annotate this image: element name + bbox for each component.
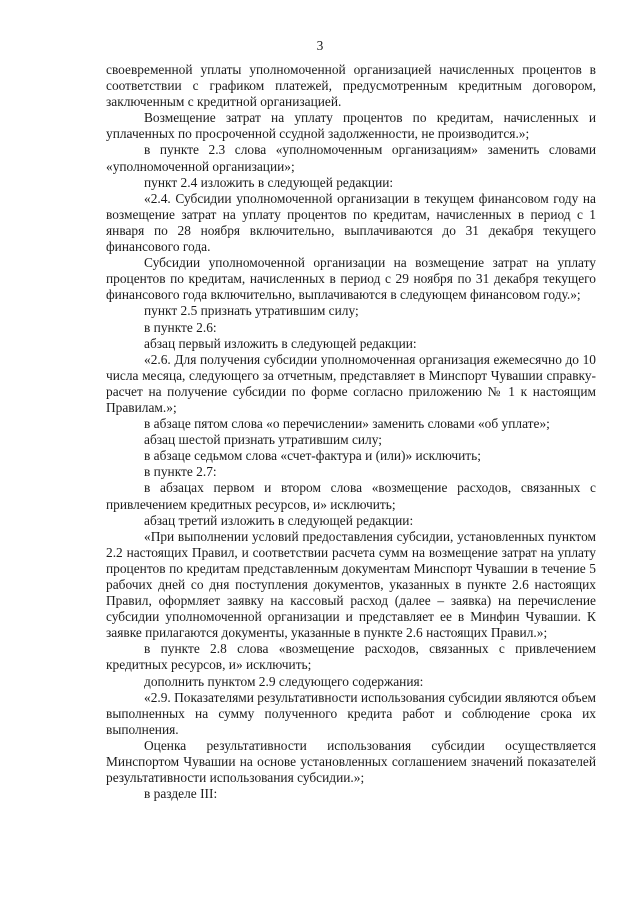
- paragraph: Возмещение затрат на уплату процентов по кредитам, начисленных и уплаченных по просроченной ссудной задолженности, не производится.»;: [106, 110, 596, 142]
- paragraph: своевременной уплаты уполномоченной организацией начисленных процентов в соответствии с графиком платежей, предусмотренным кредитным договором, заключенным с кредитной организацией.: [106, 62, 596, 110]
- paragraph: в абзаце пятом слова «о перечислении» заменить словами «об уплате»;: [144, 416, 550, 432]
- paragraph: в пункте 2.3 слова «уполномоченным организациям» заменить словами «уполномоченной организации»;: [106, 142, 596, 174]
- paragraph: Оценка результативности использования субсидии осуществляется Минспортом Чувашии на основе установленных соглашением значений показателей результативности использования субсидии.»;: [106, 737, 596, 786]
- paragraph: в пункте 2.7:: [144, 464, 217, 480]
- document-body: [106, 62, 596, 802]
- paragraph: абзац третий изложить в следующей редакции:: [144, 512, 414, 528]
- paragraph: в пункте 2.6:: [144, 319, 217, 335]
- paragraph: «2.4. Субсидии уполномоченной организации в текущем финансовом году на возмещение затрат на уплату процентов по кредитам, начисленных в период с 1 января по 28 ноября включительно, выплачиваются до 31 декабря текущего финансового года.: [106, 190, 596, 255]
- paragraph: пункт 2.4 изложить в следующей редакции:: [144, 174, 394, 190]
- paragraph: абзац шестой признать утратившим силу;: [144, 432, 382, 448]
- page-number: 3: [316, 38, 324, 53]
- paragraph: пункт 2.5 признать утратившим силу;: [144, 303, 359, 319]
- paragraph: «2.9. Показателями результативности использования субсидии являются объем выполненных на сумму полученного кредита работ и соблюдение срока их выполнения.: [106, 689, 596, 737]
- paragraph: «2.6. Для получения субсидии уполномоченная организация ежемесячно до 10 числа месяца, следующего за отчетным, представляет в Минспорт Чувашии справку-расчет на получение субсидии по форме согласно приложению № 1 к настоящим Правилам.»;: [106, 351, 596, 415]
- paragraph: в абзацах первом и втором слова «возмещение расходов, связанных с привлечением кредитных ресурсов, и» исключить;: [106, 480, 596, 512]
- paragraph: дополнить пунктом 2.9 следующего содержания:: [144, 673, 424, 689]
- paragraph: в пункте 2.8 слова «возмещение расходов, связанных с привлечением кредитных ресурсов, и» исключить;: [106, 641, 596, 673]
- paragraph: в абзаце седьмом слова «счет-фактура и (или)» исключить;: [144, 448, 481, 464]
- paragraph: абзац первый изложить в следующей редакции:: [144, 335, 417, 351]
- paragraph: Субсидии уполномоченной организации на возмещение затрат на уплату процентов по кредитам, начисленных в период с 29 ноября по 31 декабря текущего финансового года включительно, выплачиваются в следующем финансовом году.»;: [106, 255, 596, 303]
- paragraph: «При выполнении условий предоставления субсидии, установленных пунктом 2.2 настоящих Правил, и соответствии расчета сумм на возмещение затрат на уплату процентов по кредитам представленным документам Минспорт Чувашии в течение 5 рабочих дней со дня поступления документов, указанных в пункте 2.6 настоящих Правил, оформляет заявку на кассовый расход (далее – заявка) на перечисление субсидии уполномоченной организации и представляет ее в Минфин Чувашии. К заявке прилагаются документы, указанные в пункте 2.6 настоящих Правил.»;: [106, 528, 596, 641]
- paragraph: в разделе III:: [144, 786, 218, 802]
